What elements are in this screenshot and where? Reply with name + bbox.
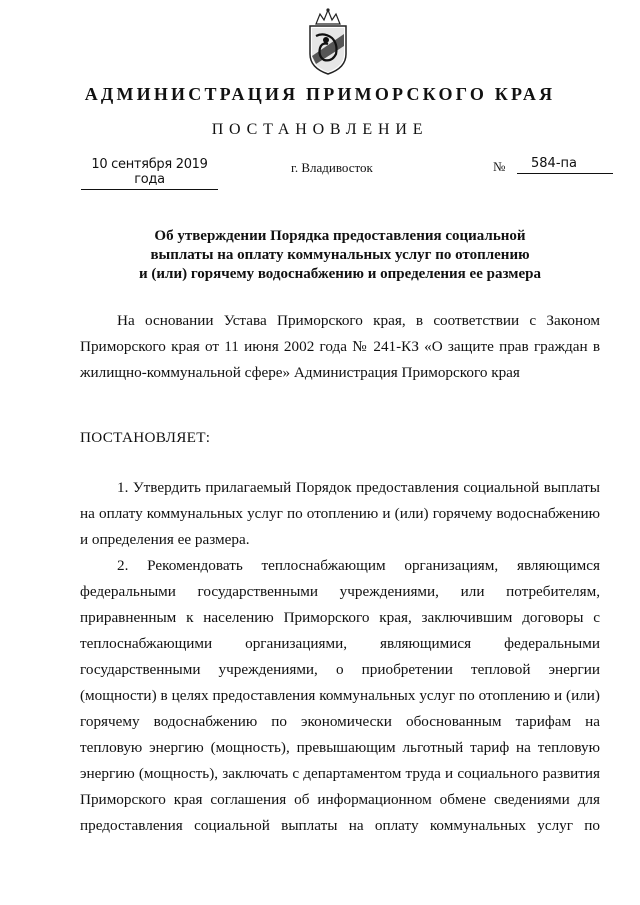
document-city: г. Владивосток	[291, 160, 373, 175]
text-line: Приморского края соглашения об информационном обмене сведениями для	[80, 791, 600, 808]
title-line: и (или) горячему водоснабжению и определения ее размера	[139, 266, 541, 282]
text-line: горячему водоснабжению по экономически обоснованным тарифам на	[80, 713, 600, 730]
document-title	[120, 227, 560, 284]
text-line: государственными учреждениями, о приобретении тепловой энергии	[80, 661, 600, 678]
number-sign: №	[493, 159, 506, 174]
text-line: жилищно-коммунальной сфере» Администрация Приморского края	[80, 364, 520, 381]
document-number: 584-па	[517, 156, 613, 174]
text-line: Приморского края от 11 июня 2002 года № 241-КЗ «О защите прав граждан в	[80, 338, 600, 355]
text-line: 2. Рекомендовать теплоснабжающим организациям, являющимся	[117, 557, 600, 574]
organization-name: АДМИНИСТРАЦИЯ ПРИМОРСКОГО КРАЯ	[84, 84, 556, 104]
text-line: и определения ее размера.	[80, 531, 250, 548]
title-line: выплаты на оплату коммунальных услуг по отоплению	[150, 247, 530, 263]
resolve-heading: ПОСТАНОВЛЯЕТ:	[80, 429, 211, 446]
text-line: теплоснабжающими организациями, являющимися федеральными	[80, 635, 600, 652]
document-date: 10 сентября 2019 года	[81, 157, 218, 190]
document-type: ПОСТАНОВЛЕНИЕ	[211, 121, 429, 138]
text-line: федеральными государственными учреждениями, или потребителям,	[80, 583, 600, 600]
text-line: на оплату коммунальных услуг по отоплению и (или) горячему водоснабжению	[80, 505, 600, 522]
text-line: 1. Утвердить прилагаемый Порядок предоставления социальной выплаты	[117, 479, 600, 496]
coat-of-arms-emblem	[302, 6, 354, 76]
title-line: Об утверждении Порядка предоставления социальной	[154, 228, 526, 244]
text-line: (мощности) в целях предоставления коммунальных услуг по отоплению и (или)	[80, 687, 600, 704]
text-line: предоставления социальной выплаты на оплату коммунальных услуг по	[80, 817, 600, 834]
text-line: На основании Устава Приморского края, в соответствии с Законом	[117, 312, 600, 329]
text-line: тепловую энергию (мощность), превышающим льготный тариф на тепловую	[80, 739, 600, 756]
text-line: энергию (мощность), заключать с департаментом труда и социального развития	[80, 765, 600, 782]
text-line: приравненным к населению Приморского края, заключившим договоры с	[80, 609, 600, 626]
